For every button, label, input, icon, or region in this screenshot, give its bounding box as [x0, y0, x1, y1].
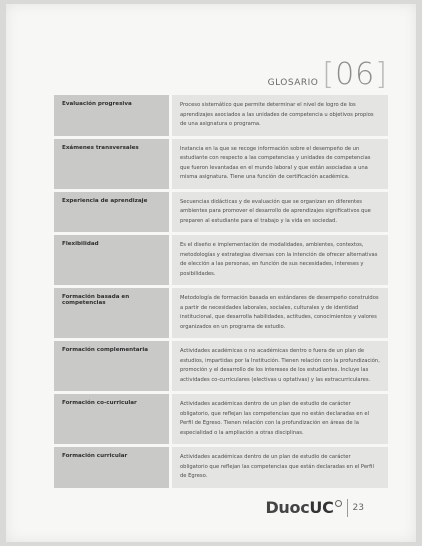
glossary-table — [54, 95, 388, 491]
document-page — [6, 4, 416, 542]
section-header — [268, 56, 388, 90]
glossary-definition: Es el diseño e implementación de modalidades, ambientes, contextos, metodologías y estrategias diversas con la intención de ofrecer alternativas de elección a las personas, en función de sus necesidades, intereses y posibilidades. — [172, 235, 388, 285]
section-title: GLOSARIO — [267, 78, 319, 88]
glossary-term: Experiencia de aprendizaje — [54, 192, 169, 233]
glossary-term: Exámenes transversales — [54, 139, 169, 189]
glossary-row — [54, 288, 388, 338]
trademark-circle-icon — [335, 500, 342, 507]
glossary-row — [54, 447, 388, 488]
glossary-definition: Actividades académicas o no académicas dentro o fuera de un plan de estudios, impartidas por la Institución. Tienen relación con la profundización, promoción y el desarrollo de los intereses de los estudiantes. Incluye las actividades co-curriculares (electivas u optativas) y las extracurriculares. — [172, 341, 388, 391]
glossary-row — [54, 394, 388, 444]
section-number: [06] — [322, 57, 388, 92]
page-number: 23 — [352, 502, 364, 513]
glossary-definition: Instancia en la que se recoge información sobre el desempeño de un estudiante con respecto a las competencias y unidades de competencias que fueron levantadas en el mundo laboral y que están asociadas a una misma asignatura. Tiene una función de certificación académica. — [172, 139, 388, 189]
glossary-definition: Secuencias didácticas y de evaluación que se organizan en diferentes ambientes para promover el desarrollo de aprendizajes significativos que preparen al estudiante para el trabajo y la vida en sociedad. — [172, 192, 388, 233]
glossary-row — [54, 235, 388, 285]
glossary-term: Evaluación progresiva — [54, 95, 169, 136]
glossary-row — [54, 95, 388, 136]
glossary-definition: Actividades académicas dentro de un plan de estudio de carácter obligatorio, que reflejan las competencias que no están declaradas en el Perfil de Egreso. Tienen relación con la profundización en áreas de la especialidad o la ampliación a otras disciplinas. — [172, 394, 388, 444]
page-footer — [265, 498, 364, 517]
section-number-value: 06 — [335, 57, 376, 92]
footer-divider — [347, 499, 348, 517]
glossary-term: Formación curricular — [54, 447, 169, 488]
glossary-row — [54, 139, 388, 189]
glossary-row — [54, 192, 388, 233]
glossary-row — [54, 341, 388, 391]
glossary-definition: Metodología de formación basada en estándares de desempeño construidos a partir de necesidades laborales, sociales, culturales y de identidad institucional, que desarrolla habilidades, actitudes, conocimientos y valores organizados en un programa de estudio. — [172, 288, 388, 338]
glossary-term: Formación co-curricular — [54, 394, 169, 444]
brand-accent: UC — [309, 498, 334, 517]
glossary-term: Formación complementaria — [54, 341, 169, 391]
glossary-definition: Actividades académicas dentro de un plan de estudio de carácter obligatorio que reflejan las competencias que están declaradas en el Perfil de Egreso. — [172, 447, 388, 488]
glossary-term: Flexibilidad — [54, 235, 169, 285]
duocuc-logo — [265, 498, 341, 517]
glossary-definition: Proceso sistemático que permite determinar el nivel de logro de los aprendizajes asociados a las unidades de competencia u objetivos propios de una asignatura o programa. — [172, 95, 388, 136]
brand-main: Duoc — [265, 498, 310, 517]
glossary-term: Formación basada en competencias — [54, 288, 169, 338]
